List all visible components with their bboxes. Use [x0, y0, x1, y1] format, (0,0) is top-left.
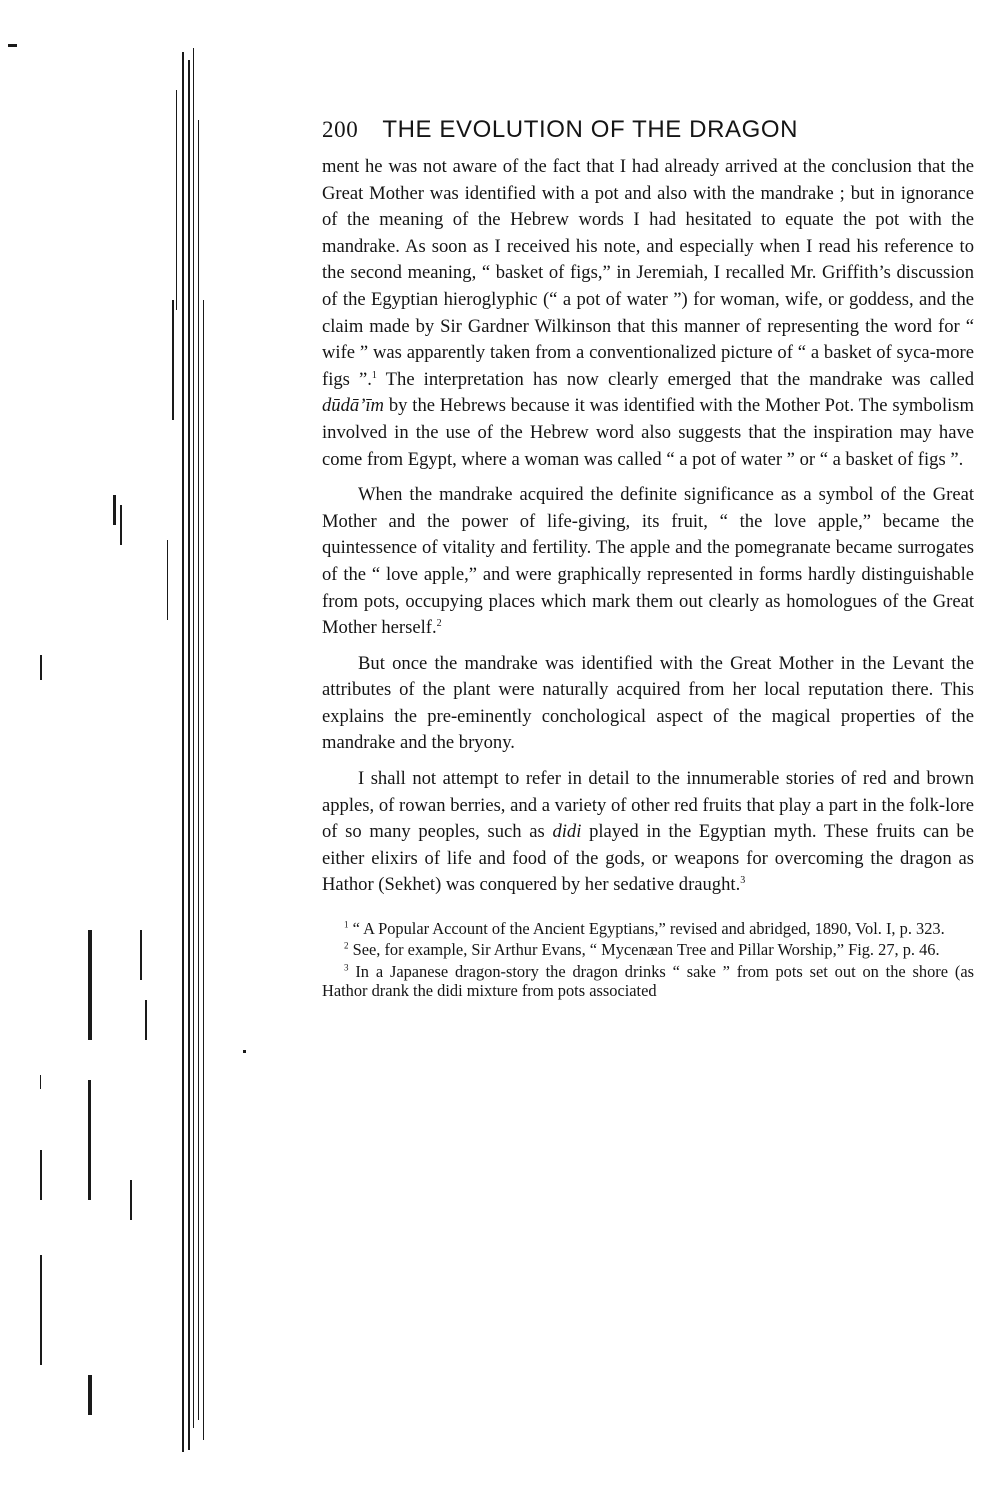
footnote-ref[interactable]: 1	[371, 369, 377, 381]
running-head	[322, 116, 974, 144]
footnote: $^1$ “ A Popular Account of the Ancient Egyptians,” revised and abridged, 1890, Vol. I, p. 323.	[344, 919, 945, 939]
paragraph: When the mandrake acquired the definite significance as a symbol of the Great Mother and the power of life-giving, its fruit, “ the love apple,” became the quintessence of vitality and fertility. The apple and the pomegranate became surrogates of the “ love apple,” and were graphically represented in forms hardly distinguishable from pots, occupying places which mark them out clearly as homologues of the Great Mother herself.$^2$	[322, 484, 974, 639]
scan-gutter-artifacts	[0, 0, 300, 1502]
paragraph: But once the mandrake was identified with the Great Mother in the Levant the attributes of the plant were naturally acquired from her local reputation there. This explains the pre-eminently conchological aspect of the magical properties of the mandrake and the bryony.	[322, 652, 974, 754]
chapter-title: THE EVOLUTION OF THE DRAGON	[382, 116, 799, 143]
footnote-ref[interactable]: 3	[740, 875, 746, 887]
footnote-mark: 3	[344, 962, 349, 973]
footnote-ref[interactable]: 2	[436, 617, 442, 629]
book-page	[322, 116, 974, 1001]
paragraph: ment he was not aware of the fact that I had already arrived at the conclusion that the Great Mother was identified with a pot and also with the mandrake ; but in ignorance of the meaning of the Hebrew words I had hesitated to equate the pot with the mandrake. As soon as I received his note, and especially when I read his reference to the second meaning, “ basket of figs,” in Jeremiah, I recalled Mr. Griffith’s discussion of the Egyptian hieroglyphic (“ a pot of water ”) for woman, wife, or goddess, and the claim made by Sir Gardner Wilkinson that this manner of representing the word for “ wife ” was apparently taken from a conventionalized picture of “ a basket of syca-more figs ”.$^1$ The interpretation has now clearly emerged that the mandrake was called dūdā’īm by the Hebrews because it was identified with the Mother Pot. The symbolism involved in the use of the Hebrew word also suggests that the inspiration may have come from Egypt, where a woman was called “ a pot of water ” or “ a basket of figs ”.	[322, 156, 975, 470]
footnotes	[322, 919, 974, 1001]
italic-term: didi	[552, 821, 582, 843]
body-text	[322, 154, 974, 899]
italic-term: dūdā’īm	[322, 395, 384, 417]
footnote-mark: 1	[344, 919, 349, 930]
page-number: 200	[322, 117, 359, 142]
footnote: $^2$ See, for example, Sir Arthur Evans, “ Mycenæan Tree and Pillar Worship,” Fig. 27, p. 46.	[344, 940, 940, 960]
italic-term: didi	[437, 981, 463, 1001]
footnote-mark: 2	[344, 940, 349, 951]
paragraph: I shall not attempt to refer in detail to the innumerable stories of red and brown apples, of rowan berries, and a variety of other red fruits that play a part in the folk-lore of so many peoples, such as didi played in the Egyptian myth. These fruits can be either elixirs of life and food of the gods, or weapons for overcoming the dragon as Hathor (Sekhet) was conquered by her sedative draught.$^3$	[322, 768, 974, 896]
footnote: $^3$ In a Japanese dragon-story the dragon drinks “ sake ” from pots set out on the shore (as Hathor drank the didi mixture from pots associated	[322, 961, 974, 1001]
